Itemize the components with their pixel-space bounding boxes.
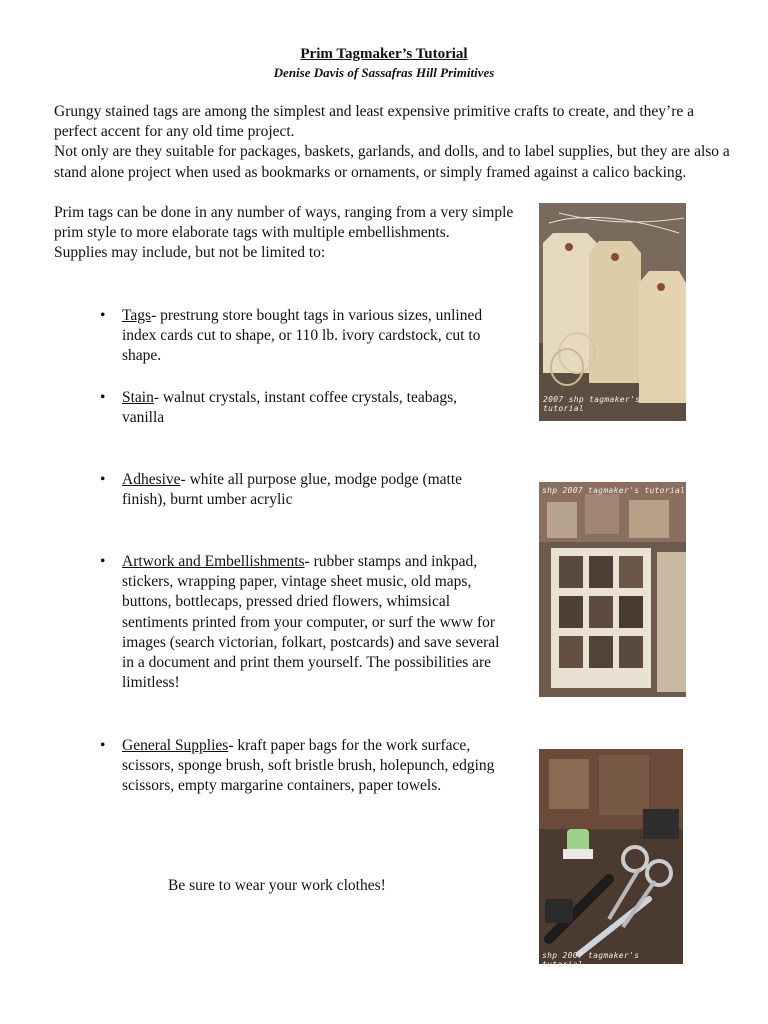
photo-caption: 2007 shp tagmaker's tutorial: [543, 395, 641, 413]
bullet-icon: •: [100, 471, 106, 488]
list-item: [100, 306, 500, 367]
supply-description: - rubber stamps and inkpad, stickers, wrapping paper, vintage sheet music, old maps, buttons, bottlecaps, pressed dried flowers, whimsical sentiments printed from your computer, or surf the www for images (search victorian, folkart, postcards) and save several in a document and print them yourself. The possibilities are limitless!: [122, 553, 500, 692]
document-subtitle: Denise Davis of Sassafras Hill Primitives: [273, 65, 495, 80]
tags-photo: [539, 203, 686, 421]
bullet-icon: •: [100, 553, 106, 570]
intro-paragraph-2: Prim tags can be done in any number of ways, ranging from a very simple prim style to more elaborate tags with multiple embellishments. Supplies may include, but not be limited to:: [54, 204, 514, 262]
photo-caption: shp 2007 tagmaker's tutorial: [542, 951, 640, 969]
photo-caption: shp 2007 tagmaker's tutorial: [542, 486, 686, 495]
closing-note: Be sure to wear your work clothes!: [168, 877, 386, 894]
list-item: [100, 470, 500, 510]
supply-term: Stain: [122, 389, 154, 406]
list-item: [100, 388, 500, 428]
intro-paragraph: Grungy stained tags are among the simplest and least expensive primitive crafts to create, and they’re a perfect accent for any old time project. Not only are they suitable for packages, baskets, garlands, and dolls, and to label supplies, but they are also a stand alone project when used as bookmarks or ornaments, or simply framed against a calico backing.: [54, 103, 730, 181]
supply-description: - walnut crystals, instant coffee crystals, teabags, vanilla: [122, 389, 458, 427]
list-item: [100, 552, 500, 693]
bullet-icon: •: [100, 307, 106, 324]
supply-term: Tags: [122, 307, 152, 324]
supply-term: Artwork and Embellishments: [122, 553, 305, 570]
supply-description: - white all purpose glue, modge podge (matte finish), burnt umber acrylic: [122, 471, 463, 509]
bullet-icon: •: [100, 389, 106, 406]
supplies-photo: [539, 749, 683, 969]
supply-term: General Supplies: [122, 737, 229, 754]
supply-description: - kraft paper bags for the work surface, scissors, sponge brush, soft bristle brush, holepunch, edging scissors, empty margarine containers, paper towels.: [122, 737, 495, 795]
supply-description: - prestrung store bought tags in various sizes, unlined index cards cut to shape, or 110 lb. ivory cardstock, cut to shape.: [122, 307, 483, 365]
supply-term: Adhesive: [122, 471, 181, 488]
bullet-icon: •: [100, 737, 106, 754]
list-item: [100, 736, 500, 797]
artwork-photo: [539, 482, 686, 697]
document-title: Prim Tagmaker’s Tutorial: [300, 46, 468, 62]
